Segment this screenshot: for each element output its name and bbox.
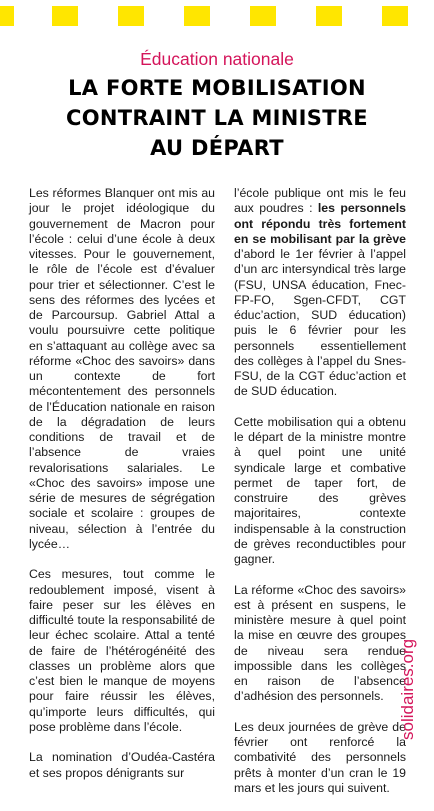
headline-line: CONTRAINT LA MINISTRE (66, 106, 368, 130)
text-run: d’abord le 1er février à l’appel d’un arc intersyndical très large (FSU, UNSA éducation, Fnec-FP-FO, Sgen-CFDT, CGT éduc’action, SUD éducation) puis le 6 février pour les personnels essentiellement des collèges à l’appel du Snes-FSU, de la CGT éduc’action et de SUD éducation. (234, 247, 406, 399)
yellow-square (382, 6, 408, 26)
right-column (234, 186, 406, 811)
headline-line: LA FORTE MOBILISATION (68, 76, 366, 100)
website-credit: solidaires.org (398, 638, 417, 740)
yellow-square (184, 6, 210, 26)
paragraph (234, 186, 406, 400)
paragraph: Cette mobilisation qui a obtenu le départ de la ministre montre à quel point une unité syndicale large et combative permet de taper fort, de construire des grèves majoritaires, contexte indispensable à la construction de grèves reconductibles pour gagner. (234, 414, 406, 566)
paragraph: La réforme «Choc des savoirs» est à présent en suspens, le ministère mesure à quel point la mise en œuvre des groupes de niveau sera rendue impossible dans les collèges en raison de l’absence d’adhésion des personnels. (234, 582, 406, 704)
yellow-square (250, 6, 276, 26)
text-run: l’école publique ont mis le feu aux poudres : (234, 186, 406, 216)
yellow-square (316, 6, 342, 26)
yellow-square (118, 6, 144, 26)
yellow-square (0, 6, 14, 26)
section-kicker: Éducation nationale (140, 49, 294, 69)
paragraph: Les deux journées de grève de février ont renforcé la combativité des personnels prêts à monter d’un cran le 19 mars et les jours qui suivent. (234, 719, 406, 795)
bold-emphasis: les personnels ont répondu très fortement en se mobilisant par la grève (234, 201, 406, 246)
decorative-square-strip (0, 0, 434, 30)
article-headline (0, 73, 434, 163)
paragraph: Les réformes Blanquer ont mis au jour le projet idéologique du gouvernement de Macron pour l’école : celui d’une école à deux vitesses. Pour le gouvernement, le rôle de l’école est d’évaluer pour trier et sélectionner. C’est le sens des réformes des lycées et de Parcoursup. Gabriel Attal a voulu poursuivre cette politique en s’attaquant au collège avec sa réforme «Choc des savoirs» dans un contexte de fort mécontentement des personnels de l’Éducation nationale en raison de la dégradation de leurs conditions de travail et de l’absence de vraies revalorisations salariales. Le «Choc des savoirs» impose une série de mesures de ségrégation sociale et scolaire : groupes de niveau, sélection à l’entrée du lycée… (29, 186, 215, 551)
headline-line: AU DÉPART (150, 136, 284, 160)
left-column (29, 186, 215, 796)
paragraph: La nomination d’Oudéa-Castéra et ses propos dénigrants sur (29, 750, 215, 780)
paragraph: Ces mesures, tout comme le redoublement imposé, visent à faire peser sur les élèves en difficulté toute la responsabilité de leur échec scolaire. Attal a tenté de faire de l’hétérogénéité des classes un problème alors que c’est bien le manque de moyens pour faire réussir les élèves, qu’importe leurs difficultés, qui pose problème dans l’école. (29, 567, 215, 734)
yellow-square (52, 6, 78, 26)
